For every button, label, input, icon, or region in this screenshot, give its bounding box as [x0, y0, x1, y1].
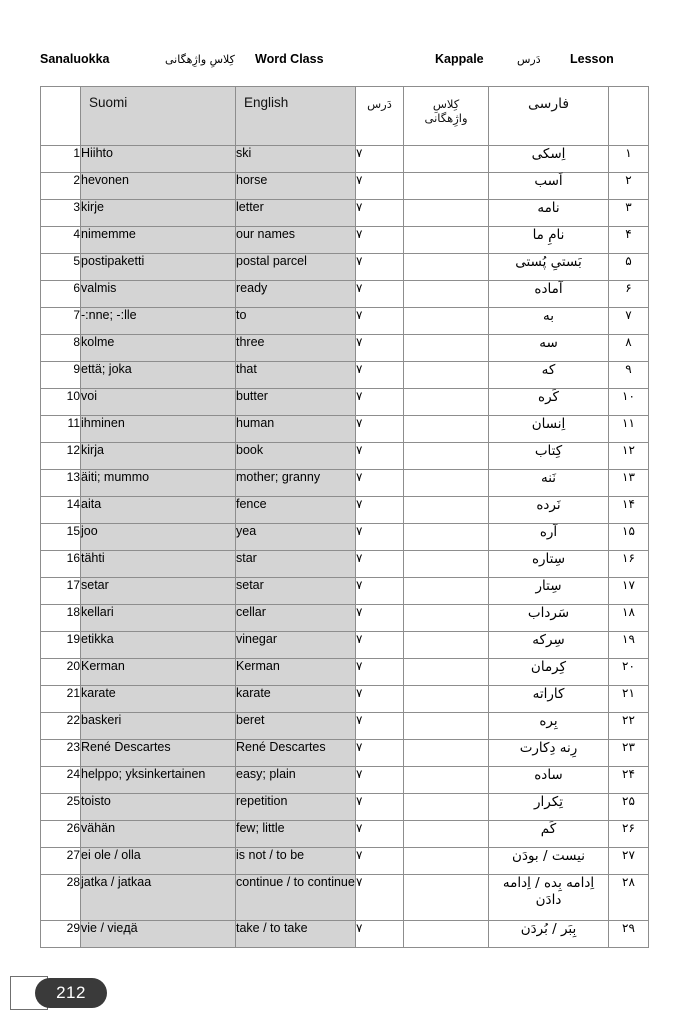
- cell-lesson: ۷: [356, 767, 404, 794]
- table-row: [41, 794, 649, 821]
- cell-suomi: kellari: [81, 605, 236, 632]
- cell-index: 10: [41, 389, 81, 416]
- cell-index: 18: [41, 605, 81, 632]
- table-row: [41, 308, 649, 335]
- cell-english: ready: [236, 281, 356, 308]
- cell-ordinal: ۲۷: [609, 848, 649, 875]
- cell-word-class: [404, 335, 489, 362]
- cell-english: setar: [236, 578, 356, 605]
- cell-lesson: ۷: [356, 227, 404, 254]
- cell-word-class: [404, 578, 489, 605]
- cell-farsi: سِتار: [489, 578, 609, 605]
- cell-word-class: [404, 848, 489, 875]
- cell-ordinal: ۸: [609, 335, 649, 362]
- cell-lesson: ۷: [356, 389, 404, 416]
- cell-index: 21: [41, 686, 81, 713]
- cell-lesson: ۷: [356, 848, 404, 875]
- cell-suomi: valmis: [81, 281, 236, 308]
- cell-index: 14: [41, 497, 81, 524]
- table-row: [41, 389, 649, 416]
- cell-farsi: اَسب: [489, 173, 609, 200]
- cell-english: star: [236, 551, 356, 578]
- cell-ordinal: ۱۷: [609, 578, 649, 605]
- cell-english: three: [236, 335, 356, 362]
- cell-word-class: [404, 443, 489, 470]
- cell-ordinal: ۱: [609, 146, 649, 173]
- cell-index: 20: [41, 659, 81, 686]
- cell-index: 15: [41, 524, 81, 551]
- cell-english: repetition: [236, 794, 356, 821]
- cell-word-class: [404, 524, 489, 551]
- cell-english: fence: [236, 497, 356, 524]
- table-row: [41, 524, 649, 551]
- cell-suomi: postipaketti: [81, 254, 236, 281]
- table-row: [41, 443, 649, 470]
- cell-english: postal parcel: [236, 254, 356, 281]
- page-footer: [10, 976, 150, 1010]
- cell-farsi: کَره: [489, 389, 609, 416]
- table-row: [41, 254, 649, 281]
- cell-index: 16: [41, 551, 81, 578]
- cell-farsi: نیست / بودَن: [489, 848, 609, 875]
- cell-ordinal: ۴: [609, 227, 649, 254]
- cell-farsi: کَم: [489, 821, 609, 848]
- table-row: [41, 821, 649, 848]
- cell-lesson: ۷: [356, 524, 404, 551]
- cell-farsi: رِنه دِکارت: [489, 740, 609, 767]
- cell-ordinal: ۲۰: [609, 659, 649, 686]
- cell-lesson: ۷: [356, 686, 404, 713]
- cell-lesson: ۷: [356, 875, 404, 921]
- header-kappale: Kappale: [435, 52, 484, 66]
- cell-word-class: [404, 308, 489, 335]
- cell-word-class: [404, 551, 489, 578]
- cell-lesson: ۷: [356, 713, 404, 740]
- cell-suomi: hevonen: [81, 173, 236, 200]
- cell-index: 17: [41, 578, 81, 605]
- cell-farsi: بِره: [489, 713, 609, 740]
- cell-english: yea: [236, 524, 356, 551]
- cell-farsi: تِکرار: [489, 794, 609, 821]
- col-header-suomi: Suomi: [81, 87, 236, 146]
- cell-ordinal: ۱۹: [609, 632, 649, 659]
- cell-farsi: آره: [489, 524, 609, 551]
- col-header-ordinal: [609, 87, 649, 146]
- cell-lesson: ۷: [356, 443, 404, 470]
- cell-suomi: aita: [81, 497, 236, 524]
- cell-word-class: [404, 659, 489, 686]
- page-number-badge: 212: [35, 978, 107, 1008]
- cell-english: take / to take: [236, 921, 356, 948]
- header-sanaluokka: Sanaluokka: [40, 52, 110, 66]
- cell-ordinal: ۲۵: [609, 794, 649, 821]
- cell-suomi: kirje: [81, 200, 236, 227]
- cell-suomi: ihminen: [81, 416, 236, 443]
- cell-ordinal: ۱۸: [609, 605, 649, 632]
- table-row: [41, 605, 649, 632]
- cell-word-class: [404, 281, 489, 308]
- cell-lesson: ۷: [356, 416, 404, 443]
- cell-lesson: ۷: [356, 497, 404, 524]
- table-row: [41, 713, 649, 740]
- col-header-index: [41, 87, 81, 146]
- cell-english: letter: [236, 200, 356, 227]
- cell-lesson: ۷: [356, 200, 404, 227]
- table-row: [41, 416, 649, 443]
- table-row: [41, 578, 649, 605]
- table-row: [41, 875, 649, 921]
- cell-word-class: [404, 921, 489, 948]
- col-header-lesson: دَرس: [356, 87, 404, 146]
- cell-suomi: kolme: [81, 335, 236, 362]
- cell-lesson: ۷: [356, 578, 404, 605]
- cell-ordinal: ۱۰: [609, 389, 649, 416]
- cell-suomi: setar: [81, 578, 236, 605]
- cell-suomi: kirja: [81, 443, 236, 470]
- cell-english: horse: [236, 173, 356, 200]
- cell-suomi: jatka / jatkaa: [81, 875, 236, 921]
- cell-ordinal: ۲۹: [609, 921, 649, 948]
- cell-lesson: ۷: [356, 632, 404, 659]
- cell-suomi: etikka: [81, 632, 236, 659]
- table-row: [41, 551, 649, 578]
- cell-english: beret: [236, 713, 356, 740]
- cell-index: 13: [41, 470, 81, 497]
- cell-ordinal: ۲۸: [609, 875, 649, 921]
- cell-lesson: ۷: [356, 821, 404, 848]
- cell-english: René Descartes: [236, 740, 356, 767]
- col-header-word-class: کِلاسِ واژِهگانی: [404, 87, 489, 146]
- cell-farsi: اِدامه بِده / اِدامه دادَن: [489, 875, 609, 921]
- table-row: [41, 632, 649, 659]
- cell-suomi: voi: [81, 389, 236, 416]
- table-row: [41, 362, 649, 389]
- table-header-row: [41, 87, 649, 146]
- cell-word-class: [404, 497, 489, 524]
- cell-word-class: [404, 173, 489, 200]
- cell-suomi: helppo; yksinkertainen: [81, 767, 236, 794]
- cell-index: 6: [41, 281, 81, 308]
- cell-ordinal: ۱۵: [609, 524, 649, 551]
- cell-index: 1: [41, 146, 81, 173]
- cell-lesson: ۷: [356, 921, 404, 948]
- cell-farsi: کاراته: [489, 686, 609, 713]
- cell-index: 5: [41, 254, 81, 281]
- cell-index: 4: [41, 227, 81, 254]
- cell-word-class: [404, 875, 489, 921]
- cell-suomi: nimemme: [81, 227, 236, 254]
- cell-suomi: René Descartes: [81, 740, 236, 767]
- cell-farsi: اِسکی: [489, 146, 609, 173]
- cell-word-class: [404, 416, 489, 443]
- cell-english: easy; plain: [236, 767, 356, 794]
- cell-lesson: ۷: [356, 173, 404, 200]
- cell-word-class: [404, 767, 489, 794]
- cell-index: 23: [41, 740, 81, 767]
- cell-word-class: [404, 254, 489, 281]
- cell-word-class: [404, 713, 489, 740]
- cell-farsi: نامه: [489, 200, 609, 227]
- cell-ordinal: ۱۱: [609, 416, 649, 443]
- cell-farsi: آماده: [489, 281, 609, 308]
- table-row: [41, 227, 649, 254]
- cell-ordinal: ۱۲: [609, 443, 649, 470]
- cell-lesson: ۷: [356, 740, 404, 767]
- cell-word-class: [404, 200, 489, 227]
- vocabulary-table-wrapper: [40, 86, 648, 948]
- cell-index: 28: [41, 875, 81, 921]
- cell-farsi: کِتاب: [489, 443, 609, 470]
- cell-lesson: ۷: [356, 254, 404, 281]
- cell-index: 26: [41, 821, 81, 848]
- cell-index: 22: [41, 713, 81, 740]
- cell-farsi: سِتاره: [489, 551, 609, 578]
- cell-farsi: نَرده: [489, 497, 609, 524]
- cell-index: 9: [41, 362, 81, 389]
- col-header-english: English: [236, 87, 356, 146]
- cell-suomi: äiti; mummo: [81, 470, 236, 497]
- cell-suomi: vähän: [81, 821, 236, 848]
- table-row: [41, 921, 649, 948]
- cell-word-class: [404, 632, 489, 659]
- cell-ordinal: ۶: [609, 281, 649, 308]
- table-row: [41, 173, 649, 200]
- cell-english: to: [236, 308, 356, 335]
- cell-ordinal: ۱۳: [609, 470, 649, 497]
- cell-farsi: بَستیِ پُستی: [489, 254, 609, 281]
- cell-english: book: [236, 443, 356, 470]
- cell-index: 2: [41, 173, 81, 200]
- cell-lesson: ۷: [356, 362, 404, 389]
- table-row: [41, 848, 649, 875]
- cell-english: our names: [236, 227, 356, 254]
- table-row: [41, 659, 649, 686]
- cell-farsi: سه: [489, 335, 609, 362]
- cell-farsi: سَرداب: [489, 605, 609, 632]
- header-word-class-farsi: کِلاسِ واژِهگانی: [165, 52, 235, 66]
- cell-lesson: ۷: [356, 470, 404, 497]
- cell-index: 19: [41, 632, 81, 659]
- cell-word-class: [404, 146, 489, 173]
- cell-word-class: [404, 821, 489, 848]
- cell-english: human: [236, 416, 356, 443]
- cell-suomi: ei ole / olla: [81, 848, 236, 875]
- cell-english: cellar: [236, 605, 356, 632]
- cell-index: 24: [41, 767, 81, 794]
- cell-suomi: karate: [81, 686, 236, 713]
- table-row: [41, 497, 649, 524]
- cell-word-class: [404, 794, 489, 821]
- cell-index: 29: [41, 921, 81, 948]
- cell-word-class: [404, 227, 489, 254]
- cell-lesson: ۷: [356, 551, 404, 578]
- cell-ordinal: ۲۳: [609, 740, 649, 767]
- cell-ordinal: ۱۴: [609, 497, 649, 524]
- cell-lesson: ۷: [356, 794, 404, 821]
- cell-word-class: [404, 362, 489, 389]
- cell-english: karate: [236, 686, 356, 713]
- cell-farsi: نامِ ما: [489, 227, 609, 254]
- cell-farsi: بِبَر / بُردَن: [489, 921, 609, 948]
- cell-ordinal: ۲۴: [609, 767, 649, 794]
- cell-farsi: که: [489, 362, 609, 389]
- cell-english: Kerman: [236, 659, 356, 686]
- cell-farsi: سِرکه: [489, 632, 609, 659]
- header-word-class: Word Class: [255, 52, 324, 66]
- cell-lesson: ۷: [356, 146, 404, 173]
- cell-suomi: -:nne; -:lle: [81, 308, 236, 335]
- cell-farsi: نَنه: [489, 470, 609, 497]
- cell-word-class: [404, 740, 489, 767]
- cell-lesson: ۷: [356, 605, 404, 632]
- header-lesson-farsi: دَرس: [517, 52, 541, 66]
- cell-english: butter: [236, 389, 356, 416]
- table-row: [41, 740, 649, 767]
- cell-index: 25: [41, 794, 81, 821]
- cell-word-class: [404, 389, 489, 416]
- cell-farsi: کِرمان: [489, 659, 609, 686]
- cell-farsi: اِنسان: [489, 416, 609, 443]
- cell-suomi: vie / vieдä: [81, 921, 236, 948]
- cell-suomi: Kerman: [81, 659, 236, 686]
- table-row: [41, 335, 649, 362]
- table-row: [41, 146, 649, 173]
- cell-index: 11: [41, 416, 81, 443]
- cell-english: that: [236, 362, 356, 389]
- cell-ordinal: ۳: [609, 200, 649, 227]
- cell-suomi: Hiihto: [81, 146, 236, 173]
- cell-english: mother; granny: [236, 470, 356, 497]
- col-header-farsi: فارسی: [489, 87, 609, 146]
- table-row: [41, 281, 649, 308]
- cell-index: 7: [41, 308, 81, 335]
- cell-ordinal: ۱۶: [609, 551, 649, 578]
- cell-lesson: ۷: [356, 308, 404, 335]
- cell-suomi: että; joka: [81, 362, 236, 389]
- cell-english: few; little: [236, 821, 356, 848]
- cell-suomi: toisto: [81, 794, 236, 821]
- cell-suomi: tähti: [81, 551, 236, 578]
- header-lesson: Lesson: [570, 52, 614, 66]
- cell-ordinal: ۷: [609, 308, 649, 335]
- cell-farsi: به: [489, 308, 609, 335]
- cell-index: 12: [41, 443, 81, 470]
- cell-word-class: [404, 605, 489, 632]
- cell-suomi: baskeri: [81, 713, 236, 740]
- cell-english: continue / to continue: [236, 875, 356, 921]
- cell-ordinal: ۲۲: [609, 713, 649, 740]
- cell-ordinal: ۹: [609, 362, 649, 389]
- cell-ordinal: ۲: [609, 173, 649, 200]
- cell-index: 27: [41, 848, 81, 875]
- table-row: [41, 686, 649, 713]
- cell-index: 3: [41, 200, 81, 227]
- table-head: [41, 87, 649, 146]
- cell-word-class: [404, 686, 489, 713]
- cell-lesson: ۷: [356, 281, 404, 308]
- table-row: [41, 200, 649, 227]
- table-body: [41, 146, 649, 948]
- table-row: [41, 767, 649, 794]
- cell-word-class: [404, 470, 489, 497]
- cell-farsi: ساده: [489, 767, 609, 794]
- cell-ordinal: ۲۱: [609, 686, 649, 713]
- page-header: [40, 48, 648, 70]
- cell-lesson: ۷: [356, 335, 404, 362]
- cell-index: 8: [41, 335, 81, 362]
- vocabulary-table: [40, 86, 649, 948]
- cell-lesson: ۷: [356, 659, 404, 686]
- table-row: [41, 470, 649, 497]
- cell-english: vinegar: [236, 632, 356, 659]
- cell-ordinal: ۵: [609, 254, 649, 281]
- cell-english: is not / to be: [236, 848, 356, 875]
- cell-suomi: joo: [81, 524, 236, 551]
- cell-ordinal: ۲۶: [609, 821, 649, 848]
- cell-english: ski: [236, 146, 356, 173]
